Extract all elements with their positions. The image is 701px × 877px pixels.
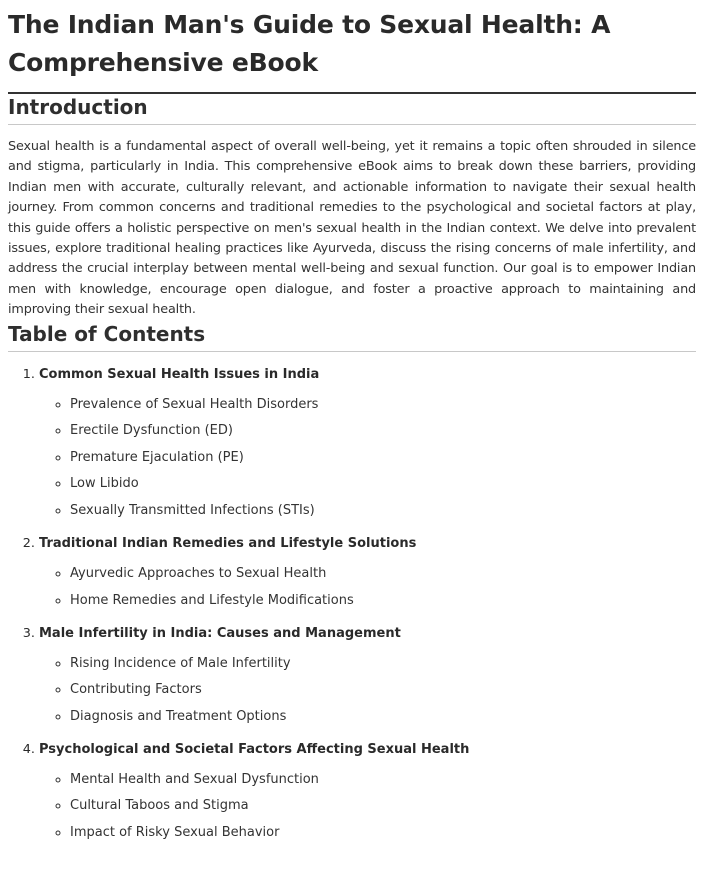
toc-subsection: ◦ Erectile Dysfunction (ED) [70,422,696,440]
introduction-paragraph: Sexual health is a fundamental aspect of overall well-being, yet it remains a topic often shrouded in silence and stigma, particularly in India. This comprehensive eBook aims to break down these barriers, providing Indian men with accurate, culturally relevant, and actionable information to navigate their sexual health journey. From common concerns and traditional remedies to the psychological and societal factors at play, this guide offers a holistic perspective on men's sexual health in the Indian context. We delve into prevalent issues, explore traditional healing practices like Ayurveda, discuss the rising concerns of male infertility, and address the crucial interplay between mental well-being and sexual function. Our goal is to empower Indian men with knowledge, encourage open dialogue, and foster a proactive approach to maintaining and improving their sexual health. [8,139,696,318]
introduction-heading: Introduction [8,94,696,125]
toc-subsection: ◦ Sexually Transmitted Infections (STIs) [70,502,696,520]
toc-subsection: ◦ Contributing Factors [70,681,696,699]
table-of-contents-heading: Table of Contents [8,321,696,352]
toc-chapter-3 [39,625,696,726]
toc-subsection-list [39,565,696,610]
toc-chapter-title: Male Infertility in India: Causes and Management [39,625,401,641]
toc-chapter-1 [39,366,696,520]
toc-subsection-list [39,655,696,726]
toc-subsection: ◦ Diagnosis and Treatment Options [70,708,696,726]
document-page [8,0,696,857]
page-title: The Indian Man's Guide to Sexual Health: A Comprehensive eBook [8,0,696,94]
table-of-contents-list [8,366,696,842]
toc-subsection: ◦ Low Libido [70,475,696,493]
toc-subsection: ◦ Prevalence of Sexual Health Disorders [70,396,696,414]
toc-chapter-title: Psychological and Societal Factors Affecting Sexual Health [39,741,470,757]
toc-chapter-title: Traditional Indian Remedies and Lifestyle Solutions [39,536,417,552]
toc-subsection: ◦ Premature Ejaculation (PE) [70,449,696,467]
toc-subsection: ◦ Impact of Risky Sexual Behavior [70,824,696,842]
toc-subsection-list [39,771,696,842]
toc-subsection: ◦ Cultural Taboos and Stigma [70,797,696,815]
toc-chapter-title: Common Sexual Health Issues in India [39,366,320,382]
toc-chapter-4 [39,741,696,842]
toc-subsection-list [39,396,696,520]
toc-subsection: ◦ Mental Health and Sexual Dysfunction [70,771,696,789]
toc-subsection: ◦ Ayurvedic Approaches to Sexual Health [70,565,696,583]
toc-subsection: ◦ Rising Incidence of Male Infertility [70,655,696,673]
toc-subsection: ◦ Home Remedies and Lifestyle Modifications [70,592,696,610]
toc-chapter-2 [39,535,696,610]
